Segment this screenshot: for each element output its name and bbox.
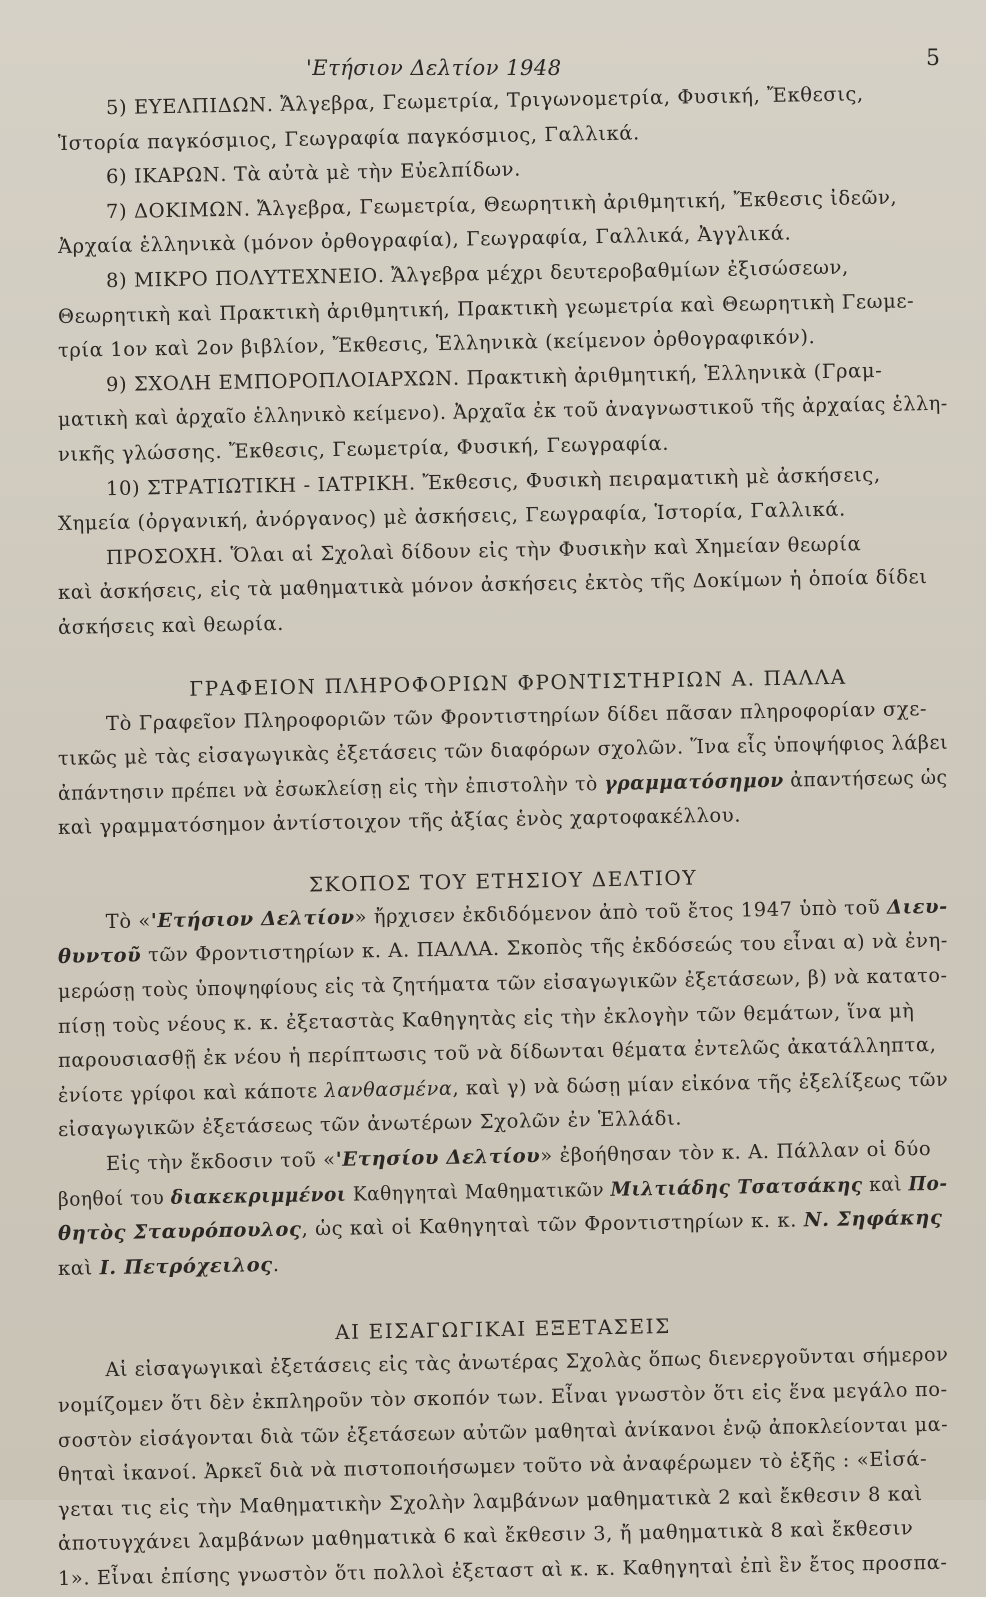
emphasis-text: θητὸς Σταυρόπουλος (57, 1217, 302, 1246)
text-line: Ἀρχαία ἑλληνικὰ (μόνον ὀρθογραφία), Γεωγραφία, Γαλλικά, Ἀγγλικά. (57, 221, 792, 259)
text-line: σοστὸν εἰσάγονται διὰ τῶν ἐξετάσεων αὐτῶν μαθηταὶ ἀνίκανοι ἐνῷ ἀποκλείονται μα- (57, 1412, 949, 1452)
emphasis-text: λανθασμένα (324, 1076, 453, 1102)
text-run: Εἰς τὴν ἔκδοσιν τοῦ « (105, 1147, 336, 1176)
emphasis-text: 'Ετησίου Δελτίου (335, 1144, 541, 1171)
emphasis-text: γραμματόσημον (604, 768, 784, 795)
text-run: ἀπάντησιν πρέπει νὰ ἐσωκλείσῃ εἰς τὴν ἐπιστολὴν τὸ (57, 771, 605, 805)
text-line: ΠΡΟΣΟΧΗ. Ὅλαι αἱ Σχολαὶ δίδουν εἰς τὴν Φυσικὴν καὶ Χημείαν θεωρία (105, 531, 862, 569)
text-line: ἀποτυγχάνει λαμβάνων μαθηματικὰ 6 καὶ ἔκθεσιν 3, ἤ μαθηματικὰ 8 καὶ ἔκθεσιν (57, 1516, 914, 1556)
exam-subjects-list (57, 82, 949, 646)
text-line: τικῶς μὲ τὰς εἰσαγωγικὰς ἐξετάσεις τῶν διαφόρων σχολῶν. Ἵνα εἷς ὑποψήφιος λάβει (57, 730, 949, 771)
emphasis-text: Πο- (908, 1171, 948, 1196)
text-line: Θεωρητικὴ καὶ Πρακτικὴ ἀριθμητική, Πρακτικὴ γεωμετρία καὶ Θεωρητικὴ Γεωμε- (57, 288, 915, 328)
section-heading-entrance-exams: ΑΙ ΕΙΣΑΓΩΓΙΚΑΙ ΕΞΕΤΑΣΕΙΣ (334, 1314, 672, 1345)
text-run: καὶ (862, 1172, 909, 1196)
info-office-paragraph (57, 696, 949, 846)
text-run: ἐνίοτε γρίφοι καὶ κάποτε (57, 1078, 325, 1107)
section-heading-info-office: ΓΡΑΦΕΙΟΝ ΠΛΗΡΟΦΟΡΙΩΝ ΦΡΟΝΤΙΣΤΗΡΙΩΝ Α. ΠΑΛΛΑ (189, 664, 847, 701)
text-line: τρία 1ον καὶ 2ον βιβλίον, Ἔκθεσις, Ἑλληνικὰ (κείμενον ὀρθογραφικόν). (57, 325, 816, 363)
emphasis-text: Ι. Πετρόχειλος (99, 1252, 273, 1280)
text-line: 1». Εἶναι ἐπίσης γνωστὸν ὅτι πολλοὶ ἐξεταστ αὶ κ. κ. Καθηγηταὶ ἐπὶ ἓν ἔτος προσπα- (57, 1550, 948, 1590)
text-line: Αἱ εἰσαγωγικαὶ ἐξετάσεις εἰς τὰς ἀνωτέρας Σχολὰς ὅπως διενεργοῦνται σήμερον (105, 1343, 949, 1382)
text-run: ἀπαντήσεως ὡς (783, 765, 948, 792)
text-run: » ἤρχισεν ἐκδιδόμενον ἀπὸ τοῦ ἔτος 1947 ὑπὸ τοῦ (354, 895, 888, 929)
text-run: Καθηγηταὶ Μαθηματικῶν (346, 1177, 611, 1206)
contributors-paragraph (57, 1137, 948, 1286)
text-line: 8) ΜΙΚΡΟ ΠΟΛΥΤΕΧΝΕΙΟ. Ἄλγεβρα μέχρι δευτεροβαθμίων ἐξισώσεων, (105, 255, 849, 293)
text-line: 9) ΣΧΟΛΗ ΕΜΠΟΡΟΠΛΟΙΑΡΧΩΝ. Πρακτικὴ ἀριθμητική, Ἑλληνικὰ (Γραμ- (105, 358, 883, 396)
text-line: καὶ γραμματόσημον ἀντίστοιχον τῆς ἀξίας ἑνὸς χαρτοφακέλλου. (57, 803, 742, 840)
text-line: ματικὴ καὶ ἀρχαῖο ἑλληνικὸ κείμενο). Ἀρχαῖα ἐκ τοῦ ἀναγνωστικοῦ τῆς ἀρχαίας ἑλλη- (57, 392, 949, 432)
text-line: παρουσιασθῇ ἐκ νέου ἡ περίπτωσις τοῦ νὰ δίδωνται θέματα ἐντελῶς ἀκατάλληπτα, (57, 1033, 937, 1073)
text-line: Ἱστορία παγκόσμιος, Γεωγραφία παγκόσμιος, Γαλλικά. (57, 120, 641, 155)
page-number: 5 (926, 46, 940, 71)
text-line: πίσῃ τοὺς νέους κ. κ. ἐξεταστὰς Καθηγητὰς εἰς τὴν ἐκλογὴν τῶν θεμάτων, ἵνα μὴ (57, 998, 915, 1038)
emphasis-text: Μιλτιάδης Τσατσάκης (610, 1172, 863, 1201)
text-line: 7) ΔΟΚΙΜΩΝ. Ἄλγεβρα, Γεωμετρία, Θεωρητικὴ ἀριθμητική, Ἔκθεσις ἰδεῶν, (105, 185, 898, 223)
text-run: » ἐβοήθησαν τὸν κ. Α. Πάλλαν οἱ δύο (540, 1137, 932, 1168)
text-line: νομίζομεν ὅτι δὲν ἐκπληροῦν τὸν σκοπόν των. Εἶναι γνωστὸν ὅτι εἰς ἕνα μεγάλο πο- (57, 1377, 948, 1417)
text-line: 5) ΕΥΕΛΠΙΔΩΝ. Ἄλγεβρα, Γεωμετρία, Τριγωνομετρία, Φυσική, Ἔκθεσις, (105, 82, 864, 120)
text-run: . (272, 1252, 280, 1276)
text-run: , καὶ γ) νὰ δώσῃ μίαν εἰκόνα τῆς ἐξελίξεως τῶν (452, 1067, 949, 1100)
text-line: θηταὶ ἱκανοί. Ἀρκεῖ διὰ νὰ πιστοποιήσωμεν τοῦτο νὰ ἀναφέρωμεν τὸ ἑξῆς : «Εἰσά- (57, 1447, 928, 1487)
text-line: καὶ ἀσκήσεις, εἰς τὰ μαθηματικὰ μόνον ἀσκήσεις ἐκτὸς τῆς Δοκίμων ἡ ὁποία δίδει (57, 565, 928, 605)
text-line: ἀσκήσεις καὶ θεωρία. (57, 611, 285, 639)
emphasis-text: διακεκριμμένοι (170, 1182, 347, 1209)
section-heading-purpose: ΣΚΟΠΟΣ ΤΟΥ ΕΤΗΣΙΟΥ ΔΕΛΤΙΟΥ (308, 865, 698, 897)
running-title: 'Ετήσιον Δελτίον 1948 (306, 56, 562, 80)
emphasis-text: Διευ- (886, 894, 949, 919)
text-line: εἰσαγωγικῶν ἐξετάσεως τῶν ἀνωτέρων Σχολῶν ἐν Ἑλλάδι. (57, 1107, 683, 1142)
text-line: 10) ΣΤΡΑΤΙΩΤΙΚΗ - ΙΑΤΡΙΚΗ. Ἔκθεσις, Φυσικὴ πειραματικὴ μὲ ἀσκήσεις, (105, 462, 881, 500)
emphasis-text: 'Ετήσιον Δελτίον (150, 905, 355, 933)
emphasis-text: Ν. Σηφάκης (803, 1206, 943, 1232)
text-line: γεται τις εἰς τὴν Μαθηματικὴν Σχολὴν λαμβάνων μαθηματικὰ 2 καὶ ἔκθεσιν 8 καὶ (57, 1481, 923, 1521)
emphasis-text: θυντοῦ (57, 943, 142, 969)
text-run: Τὸ « (105, 909, 152, 933)
text-line: 6) ΙΚΑΡΩΝ. Τὰ αὐτὰ μὲ τὴν Εὐελπίδων. (105, 157, 522, 189)
text-run: καὶ (57, 1256, 100, 1280)
text-run: βοηθοί του (57, 1185, 171, 1211)
purpose-paragraph (57, 894, 949, 1148)
text-run: , ὡς καὶ οἱ Καθηγηταὶ τῶν Φροντιστηρίων κ. κ. (301, 1208, 804, 1241)
entrance-exams-paragraph (57, 1343, 949, 1596)
text-line: μερώσῃ τοὺς ὑποψηφίους εἰς τὰ ζητήματα τῶν εἰσαγωγικῶν ἐξετάσεων, β) νὰ κατατο- (57, 963, 948, 1004)
text-line: νικῆς γλώσσης. Ἔκθεσις, Γεωμετρία, Φυσική, Γεωγραφία. (57, 431, 670, 466)
text-line: Τὸ Γραφεῖον Πληροφοριῶν τῶν Φροντιστηρίων δίδει πᾶσαν πληροφορίαν σχε- (105, 696, 928, 735)
text-line: Χημεία (ὀργανική, ἀνόργανος) μὲ ἀσκήσεις, Γεωγραφία, Ἱστορία, Γαλλικά. (57, 497, 847, 536)
text-run: τῶν Φροντιστηρίων κ. Α. ΠΑΛΛΑ. Σκοπὸς τῆς ἐκδόσεώς του εἶναι α) νὰ ἐνη- (141, 929, 949, 967)
